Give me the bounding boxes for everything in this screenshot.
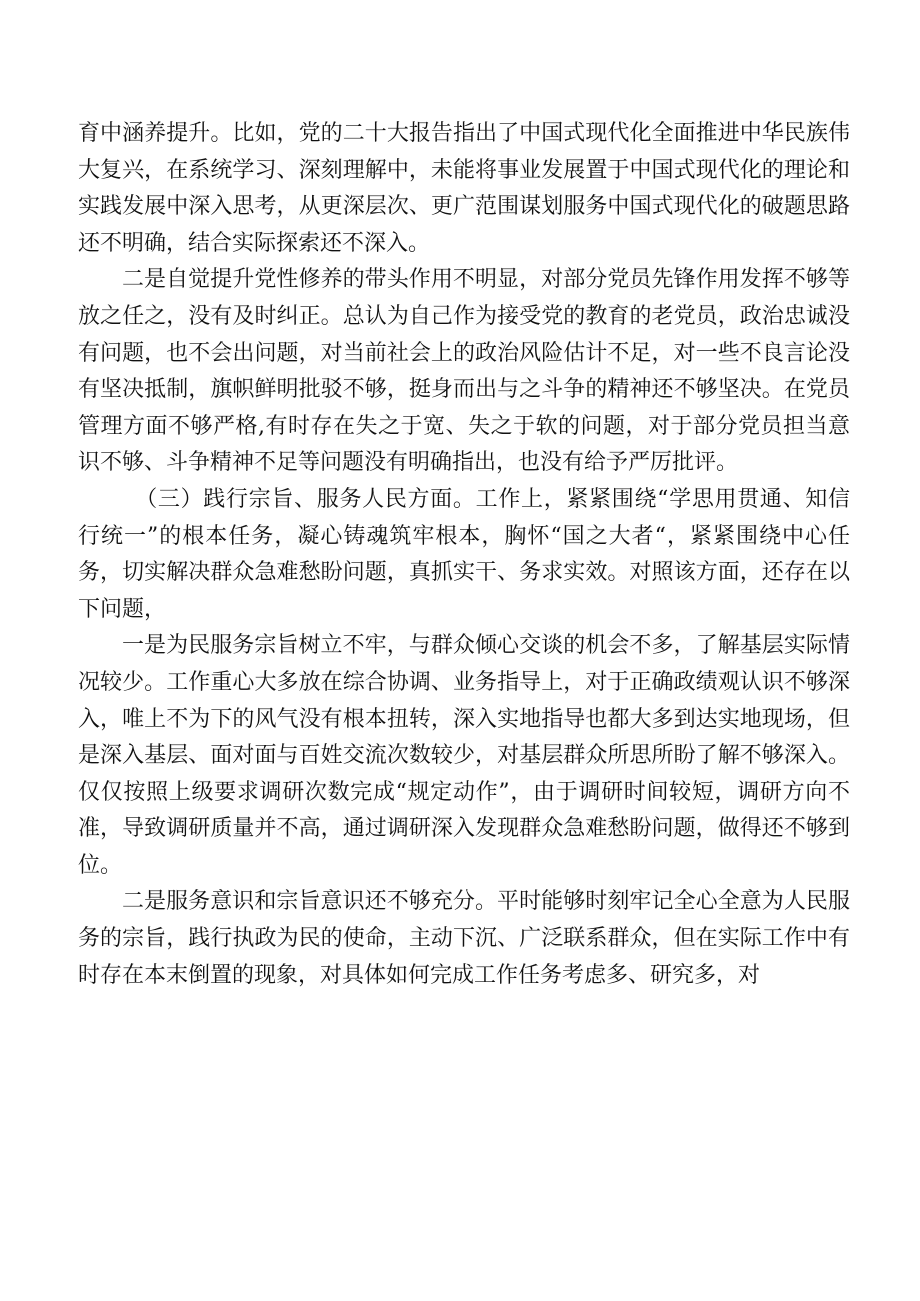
paragraph-2: 二是自觉提升党性修养的带头作用不明显，对部分党员先锋作用发挥不够等放之任之，没有及时纠正。总认为自己作为接受党的教育的老党员，政治忠诚没有问题，也不会出问题，对当前社会上的政治风险估计不足，对一些不良言论没有坚决抵制，旗帜鲜明批驳不够，挺身而出与之斗争的精神还不够坚决。在党员管理方面不够严格,有时存在失之于宽、失之于软的问题，对于部分党员担当意识不够、斗争精神不足等问题没有明确指出，也没有给予严厉批评。: [78, 267, 850, 476]
paragraph-1: 育中涵养提升。比如，党的二十大报告指出了中国式现代化全面推进中华民族伟大复兴，在系统学习、深刻理解中，未能将事业发展置于中国式现代化的理论和实践发展中深入思考，从更深层次、更广范围谋划服务中国式现代化的破题思路还不明确，结合实际探索还不深入。: [78, 121, 850, 256]
document-body: [78, 116, 850, 994]
paragraph-3: （三）践行宗旨、服务人民方面。工作上，紧紧围绕“学思用贯通、知信行统一”的根本任务，凝心铸魂筑牢根本，胸怀“国之大者“，紧紧围绕中心任务，切实解决群众急难愁盼问题，真抓实干、务求实效。对照该方面，还存在以下问题，: [78, 486, 850, 622]
paragraph-4: 一是为民服务宗旨树立不牢，与群众倾心交谈的机会不多，了解基层实际情况较少。工作重心大多放在综合协调、业务指导上，对于正确政绩观认识不够深入，唯上不为下的风气没有根本扭转，深入实地指导也都大多到达实地现场，但是深入基层、面对面与百姓交流次数较少，对基层群众所思所盼了解不够深入。仅仅按照上级要求调研次数完成“规定动作”，由于调研时间较短，调研方向不准，导致调研质量并不高，通过调研深入发现群众急难愁盼问题，做得还不够到位。: [78, 633, 850, 878]
paragraph-5: 二是服务意识和宗旨意识还不够充分。平时能够时刻牢记全心全意为人民服务的宗旨，践行执政为民的使命，主动下沉、广泛联系群众，但在实际工作中有时存在本末倒置的现象，对具体如何完成工作任务考虑多、研究多，对: [78, 889, 850, 988]
